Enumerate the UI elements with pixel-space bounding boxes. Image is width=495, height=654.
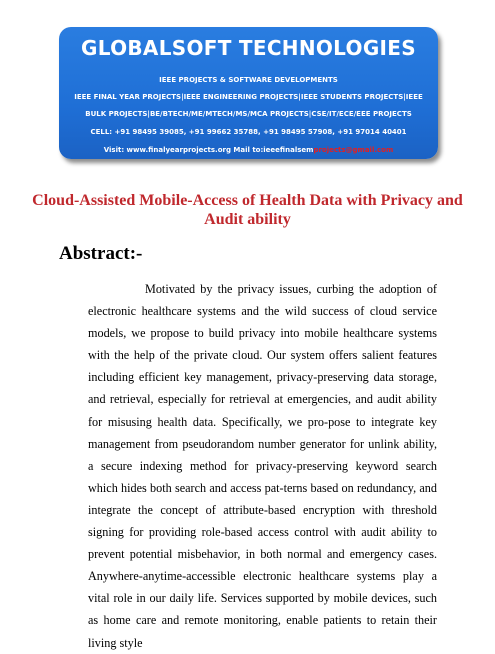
contact-visit-mail: Visit: www.finalyearprojects.org Mail to:ieeefinalsem bbox=[103, 146, 314, 154]
abstract-text: Motivated by the privacy issues, curbing the adoption of electronic healthcare systems and the wild success of cloud service models, we propose to build privacy into mobile healthcare systems with the help of the private cloud. Our system offers salient features including efficient key management, privacy-preserving data storage, and retrieval, especially for retrieval at emergencies, and audit ability for misusing health data. Specifically, we pro-pose to integrate key management from pseudorandom number generator for unlink ability, a secure indexing method for privacy-preserving keyword search which hides both search and access pat-terns based on redundancy, and integrate the concept of attribute-based encryption with threshold signing for providing role-based access control with audit ability to prevent potential misbehavior, in both normal and emergency cases. Anywhere-anytime-accessible electronic healthcare systems play a vital role in our daily life. Services supported by mobile devices, such as home care and remote monitoring, enable patients to retain their living style bbox=[88, 282, 437, 650]
banner-bulk-line: BULK PROJECTS|BE/BTECH/ME/MTECH/MS/MCA PROJECTS|CSE/IT/ECE/EEE PROJECTS bbox=[85, 110, 412, 118]
banner-contact-line bbox=[59, 146, 438, 154]
email-link[interactable]: projects@gmail.com bbox=[313, 146, 394, 154]
abstract-paragraph bbox=[88, 278, 437, 654]
banner-projects-line: IEEE FINAL YEAR PROJECTS|IEEE ENGINEERING PROJECTS|IEEE STUDENTS PROJECTS|IEEE bbox=[74, 93, 423, 101]
banner-phone-line: CELL: +91 98495 39085, +91 99662 35788, +91 98495 57908, +91 97014 40401 bbox=[90, 128, 407, 136]
company-name: GLOBALSOFT TECHNOLOGIES bbox=[81, 36, 416, 60]
header-banner bbox=[59, 27, 438, 159]
abstract-heading: Abstract:- bbox=[59, 243, 143, 264]
banner-tagline: IEEE PROJECTS & SOFTWARE DEVELOPMENTS bbox=[159, 76, 338, 84]
document-title: Cloud-Assisted Mobile-Access of Health Data with Privacy and Audit ability bbox=[32, 192, 463, 228]
